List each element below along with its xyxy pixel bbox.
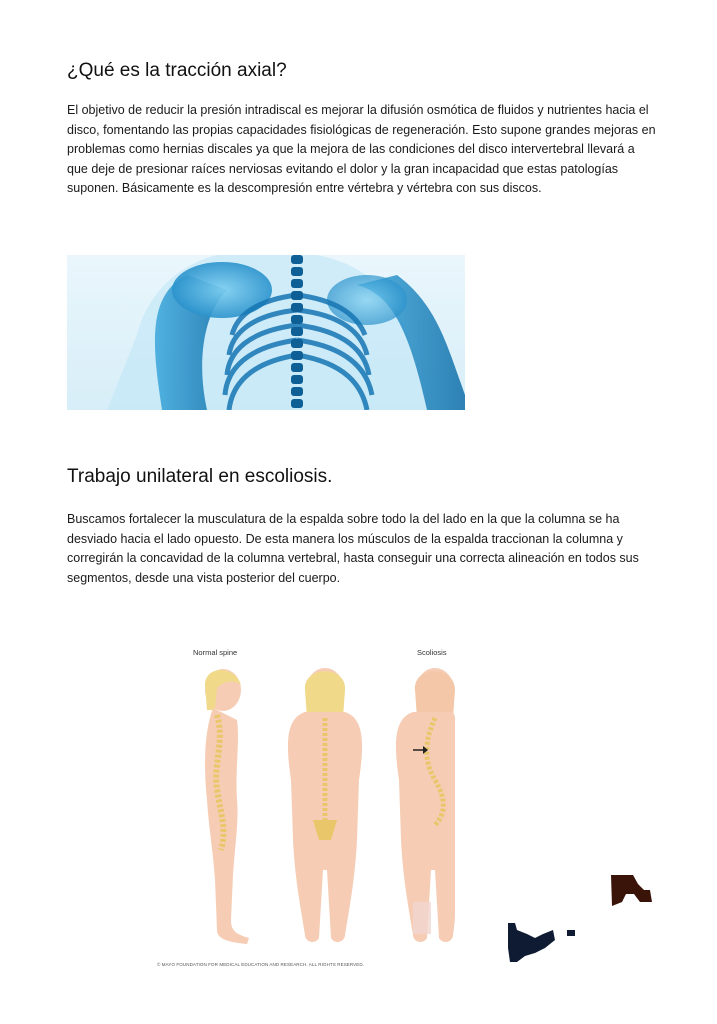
figure-label-normal-spine: Normal spine bbox=[193, 648, 238, 657]
section-title-unilateral-scoliosis: Trabajo unilateral en escoliosis. bbox=[67, 466, 333, 487]
paragraph-axial-traction: El objetivo de reducir la presión intradiscal es mejorar la difusión osmótica de fluidos y nutrientes hacia el disco, fomentando las propias capacidades fisiológicas de regeneración. Esto supone grandes mejoras en problemas como hernias discales ya que la mejora de las condiciones del disco intervertebral llevará a que deje de presionar raíces nerviosas evitando el dolor y la gran incapacidad que estas patologías suponen. Básicamente es la descompresión entre vértebra y vértebra con sus discos. bbox=[67, 103, 656, 195]
xray-back-image bbox=[67, 255, 465, 410]
back-view-normal-figure bbox=[288, 668, 362, 942]
paragraph-unilateral-scoliosis: Buscamos fortalecer la musculatura de la espalda sobre todo la del lado en la que la columna se ha desviado hacia el lado opuesto. De esta manera los músculos de la espalda traccionan la columna y corregirán la concavidad de la columna vertebral, hasta conseguir una correcta alineación en todos sus segmentos, desde una vista posterior del cuerpo. bbox=[67, 512, 639, 585]
spine-comparison-illustration bbox=[155, 640, 455, 970]
image-artifact-blur bbox=[413, 902, 431, 934]
dark-ink-blot-left bbox=[505, 918, 585, 968]
back-view-scoliosis-figure bbox=[396, 668, 455, 942]
dark-ink-blot-right bbox=[608, 872, 658, 912]
figure-copyright: © MAYO FOUNDATION FOR MEDICAL EDUCATION AND RESEARCH. ALL RIGHTS RESERVED. bbox=[157, 962, 365, 967]
section-title-axial-traction: ¿Qué es la tracción axial? bbox=[67, 60, 287, 81]
xray-spine-illustration bbox=[67, 255, 465, 410]
figure-label-scoliosis: Scoliosis bbox=[417, 648, 447, 657]
side-view-figure bbox=[205, 669, 249, 944]
